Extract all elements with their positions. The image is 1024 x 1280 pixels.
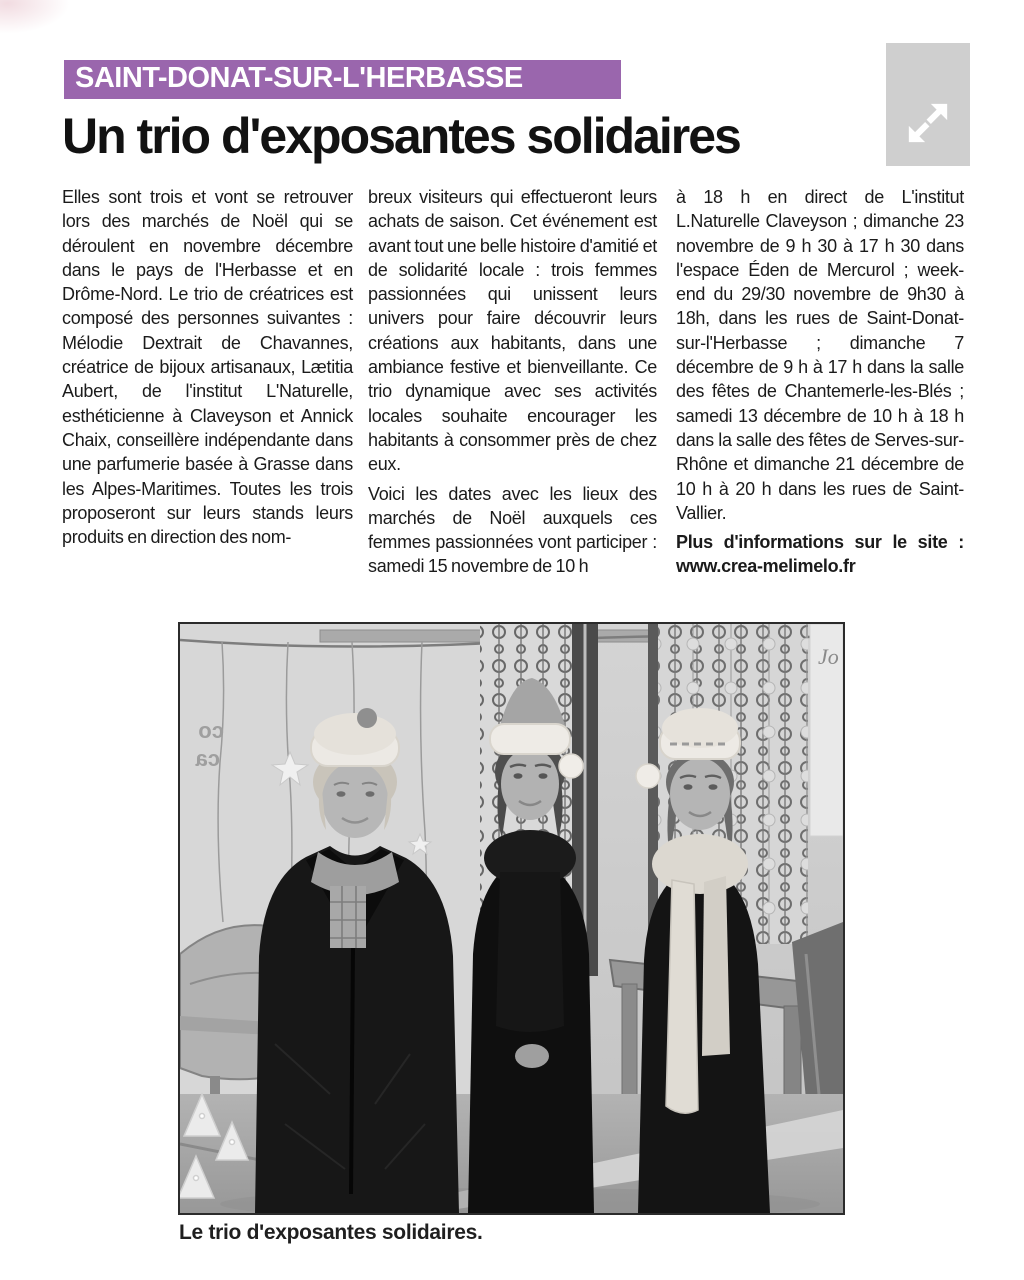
article-paragraph: breux visiteurs qui effectueront leurs achats de saison. Cet événement est avant tout une belle histoire d'amitié et de solidarité locale : trois femmes passionnées qui unissent leurs univers pour faire découvrir leurs créations aux habitants, dans une ambiance festive et bienveillante. Ce trio dynamique avec ses activités locales souhaite encourager les habitants à consommer près de chez eux. (368, 187, 657, 475)
sign-pillar (810, 624, 843, 836)
expand-arrows-icon (905, 98, 951, 148)
sign-letters: Jo (818, 644, 839, 669)
svg-text:ca: ca (195, 746, 220, 771)
article-column-1 (62, 185, 353, 549)
photo-caption: Le trio d'exposantes solidaires. (179, 1221, 483, 1244)
article-paragraph: à 18 h en direct de L'institut L.Naturelle Claveyson ; dimanche 23 novembre de 9 h 30 à 17 h 30 dans l'espace Éden de Mercurol ; week-end du 29/30 novembre de 9h30 à 18h, dans les rues de Saint-Donat-sur-l'Herbasse ; dimanche 7 décembre de 9 h à 17 h dans la salle des fêtes de Chantemerle-les-Blés ; samedi 13 décembre de 10 h à 18 h dans la salle des fêtes de Serves-sur-Rhône et dimanche 21 décembre de 10 h à 20 h dans les rues de Saint-Vallier. (676, 187, 964, 523)
expand-button[interactable] (886, 43, 970, 166)
scan-artifact (0, 0, 70, 34)
article-photo (178, 622, 845, 1215)
article-paragraph-bold: Plus d'informations sur le site : www.crea-melimelo.fr (676, 532, 964, 577)
kicker-label: SAINT-DONAT-SUR-L'HERBASSE (75, 62, 523, 94)
article-title: Un trio d'exposantes solidaires (62, 108, 740, 164)
article-column-2 (368, 185, 657, 579)
glass-letters: co (198, 718, 224, 743)
kicker-banner (64, 60, 621, 99)
article-column-3 (676, 185, 964, 579)
article-paragraph: Elles sont trois et vont se retrouver lors des marchés de Noël qui se déroulent en novembre décembre dans le pays de l'Herbasse et en Drôme-Nord. Le trio de créatrices est composé des personnes suivantes : Mélodie Dextrait de Chavannes, créatrice de bijoux artisanaux, Lætitia Aubert, de l'institut L'Naturelle, esthéticienne à Claveyson et Annick Chaix, conseillère indépendante dans une parfumerie basée à Grasse dans les Alpes-Maritimes. Toutes les trois proposeront sur leurs stands leurs produits en direction des nom- (62, 187, 353, 548)
photo-illustration (180, 624, 843, 1213)
article-paragraph: Voici les dates avec les lieux des marchés de Noël auxquels ces femmes passionnées vont participer : samedi 15 novembre de 10 h (368, 483, 657, 577)
